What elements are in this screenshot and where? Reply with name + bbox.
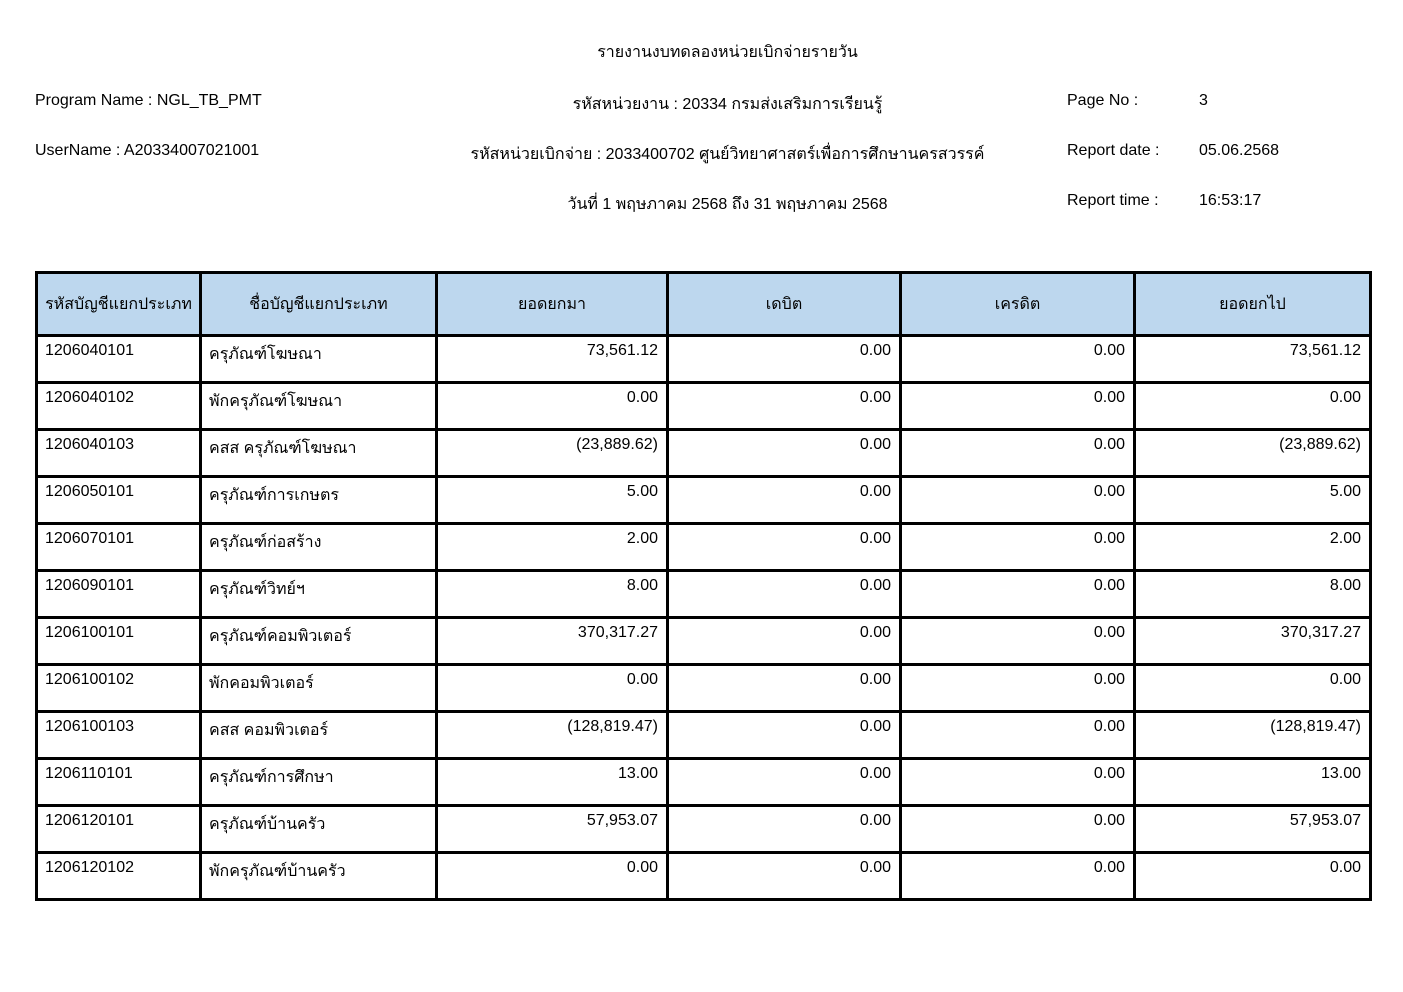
- page-no-value: 3: [1199, 92, 1208, 109]
- column-header: เดบิต: [668, 273, 901, 336]
- amount-cell: 13.00: [1135, 759, 1371, 806]
- amount-cell: 0.00: [901, 336, 1135, 383]
- column-header: รหัสบัญชีแยกประเภท: [37, 273, 201, 336]
- report-title-row: [0, 40, 1403, 62]
- table-row: [37, 806, 1371, 853]
- amount-cell: 0.00: [668, 477, 901, 524]
- amount-cell: 0.00: [901, 853, 1135, 900]
- amount-cell: 0.00: [901, 618, 1135, 665]
- account-code-cell: 1206040101: [37, 336, 201, 383]
- amount-cell: 0.00: [901, 806, 1135, 853]
- table-row: [37, 571, 1371, 618]
- table-row: [37, 759, 1371, 806]
- amount-cell: 0.00: [437, 383, 668, 430]
- amount-cell: 0.00: [901, 571, 1135, 618]
- amount-cell: 2.00: [1135, 524, 1371, 571]
- table-row: [37, 853, 1371, 900]
- table-body: [37, 336, 1371, 900]
- table-row: [37, 712, 1371, 759]
- account-name-cell: พักครุภัณฑ์โฆษณา: [201, 383, 437, 430]
- table-row: [37, 524, 1371, 571]
- report-date-value: 05.06.2568: [1199, 142, 1280, 159]
- amount-cell: 0.00: [901, 759, 1135, 806]
- account-name-cell: ครุภัณฑ์โฆษณา: [201, 336, 437, 383]
- amount-cell: (23,889.62): [1135, 430, 1371, 477]
- amount-cell: 0.00: [901, 524, 1135, 571]
- account-name-cell: พักครุภัณฑ์บ้านครัว: [201, 853, 437, 900]
- amount-cell: 2.00: [437, 524, 668, 571]
- table-row: [37, 665, 1371, 712]
- account-name-cell: ครุภัณฑ์ก่อสร้าง: [201, 524, 437, 571]
- amount-cell: 0.00: [668, 383, 901, 430]
- account-name-cell: ครุภัณฑ์วิทย์ฯ: [201, 571, 437, 618]
- amount-cell: 0.00: [668, 618, 901, 665]
- report-title: รายงานงบทดลองหน่วยเบิกจ่ายรายวัน: [597, 44, 858, 61]
- username: UserName : A20334007021001: [35, 142, 260, 159]
- account-code-cell: 1206100102: [37, 665, 201, 712]
- column-header: ยอดยกมา: [437, 273, 668, 336]
- amount-cell: 0.00: [668, 571, 901, 618]
- amount-cell: 0.00: [437, 665, 668, 712]
- table-row: [37, 477, 1371, 524]
- agency-code-line: รหัสหน่วยงาน : 20334 กรมส่งเสริมการเรียนรู้: [572, 96, 883, 113]
- amount-cell: 0.00: [901, 665, 1135, 712]
- amount-cell: 8.00: [437, 571, 668, 618]
- amount-cell: 0.00: [668, 336, 901, 383]
- header-line-2: [0, 92, 1403, 114]
- account-code-cell: 1206040103: [37, 430, 201, 477]
- report-date-label: Report date :: [1067, 142, 1160, 159]
- account-name-cell: ครุภัณฑ์คอมพิวเตอร์: [201, 618, 437, 665]
- amount-cell: 57,953.07: [437, 806, 668, 853]
- header-line-4: [0, 192, 1403, 214]
- column-header: ชื่อบัญชีแยกประเภท: [201, 273, 437, 336]
- amount-cell: 0.00: [1135, 383, 1371, 430]
- table-row: [37, 383, 1371, 430]
- amount-cell: 370,317.27: [1135, 618, 1371, 665]
- amount-cell: 5.00: [437, 477, 668, 524]
- amount-cell: 0.00: [901, 383, 1135, 430]
- account-code-cell: 1206100103: [37, 712, 201, 759]
- amount-cell: 0.00: [901, 712, 1135, 759]
- amount-cell: 0.00: [668, 430, 901, 477]
- table-header: [37, 273, 1371, 336]
- amount-cell: 0.00: [668, 759, 901, 806]
- account-name-cell: ครุภัณฑ์บ้านครัว: [201, 806, 437, 853]
- account-name-cell: คสส ครุภัณฑ์โฆษณา: [201, 430, 437, 477]
- account-code-cell: 1206100101: [37, 618, 201, 665]
- amount-cell: 0.00: [668, 665, 901, 712]
- account-code-cell: 1206120102: [37, 853, 201, 900]
- amount-cell: 0.00: [901, 430, 1135, 477]
- amount-cell: 0.00: [1135, 665, 1371, 712]
- amount-cell: 73,561.12: [1135, 336, 1371, 383]
- amount-cell: (23,889.62): [437, 430, 668, 477]
- amount-cell: 0.00: [668, 524, 901, 571]
- disbursement-unit-line: รหัสหน่วยเบิกจ่าย : 2033400702 ศูนย์วิทยาศาสตร์เพื่อการศึกษานครสวรรค์: [470, 146, 985, 163]
- account-code-cell: 1206070101: [37, 524, 201, 571]
- trial-balance-table: [35, 271, 1372, 901]
- table-row: [37, 618, 1371, 665]
- amount-cell: 8.00: [1135, 571, 1371, 618]
- amount-cell: 13.00: [437, 759, 668, 806]
- account-code-cell: 1206120101: [37, 806, 201, 853]
- table-row: [37, 336, 1371, 383]
- account-code-cell: 1206050101: [37, 477, 201, 524]
- account-name-cell: พักคอมพิวเตอร์: [201, 665, 437, 712]
- report-time-label: Report time :: [1067, 192, 1159, 209]
- amount-cell: 0.00: [668, 712, 901, 759]
- amount-cell: 0.00: [1135, 853, 1371, 900]
- amount-cell: 0.00: [901, 477, 1135, 524]
- amount-cell: 5.00: [1135, 477, 1371, 524]
- account-name-cell: ครุภัณฑ์การเกษตร: [201, 477, 437, 524]
- amount-cell: (128,819.47): [437, 712, 668, 759]
- account-name-cell: คสส คอมพิวเตอร์: [201, 712, 437, 759]
- report-time-value: 16:53:17: [1199, 192, 1262, 209]
- amount-cell: 0.00: [437, 853, 668, 900]
- account-code-cell: 1206090101: [37, 571, 201, 618]
- account-name-cell: ครุภัณฑ์การศึกษา: [201, 759, 437, 806]
- column-header: ยอดยกไป: [1135, 273, 1371, 336]
- date-range-line: วันที่ 1 พฤษภาคม 2568 ถึง 31 พฤษภาคม 2568: [567, 196, 888, 213]
- account-code-cell: 1206110101: [37, 759, 201, 806]
- column-header: เครดิต: [901, 273, 1135, 336]
- account-code-cell: 1206040102: [37, 383, 201, 430]
- table-row: [37, 430, 1371, 477]
- amount-cell: 57,953.07: [1135, 806, 1371, 853]
- table-header-row: [37, 273, 1371, 336]
- page-no-label: Page No :: [1067, 92, 1139, 109]
- program-name: Program Name : NGL_TB_PMT: [35, 92, 262, 109]
- amount-cell: 0.00: [668, 853, 901, 900]
- amount-cell: 370,317.27: [437, 618, 668, 665]
- amount-cell: 0.00: [668, 806, 901, 853]
- amount-cell: 73,561.12: [437, 336, 668, 383]
- amount-cell: (128,819.47): [1135, 712, 1371, 759]
- header-line-3: [0, 142, 1403, 164]
